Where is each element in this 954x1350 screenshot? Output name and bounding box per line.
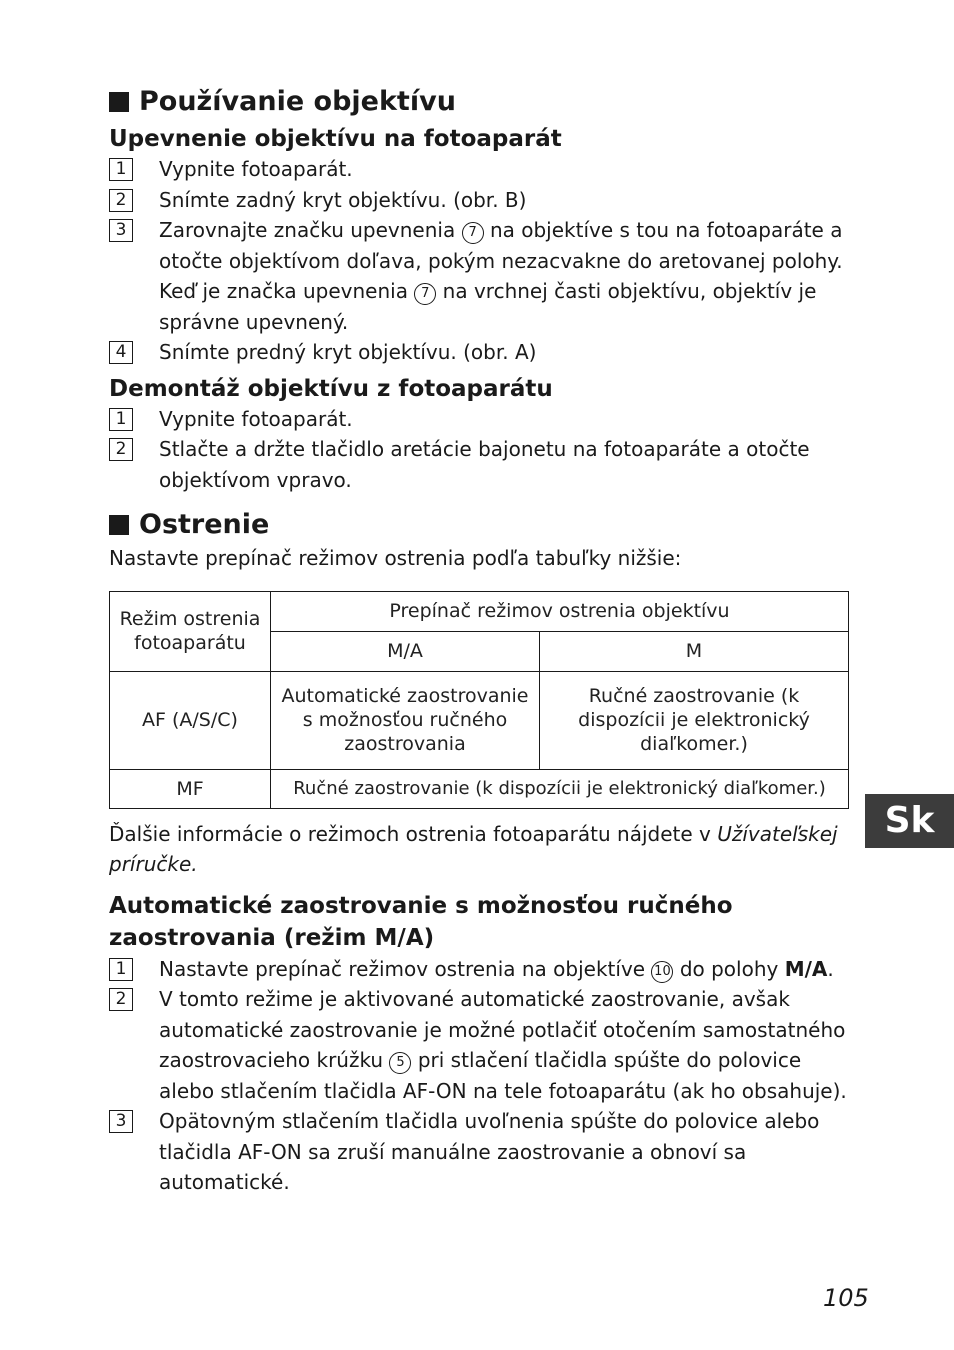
page-number: 105 <box>823 1284 869 1312</box>
list-item <box>109 215 849 337</box>
step-number: 2 <box>109 438 133 461</box>
step-text: Opätovným stlačením tlačidla uvoľnenia spúšte do polovice alebo tlačidla AF-ON sa zruší manuálne zaostrovanie a obnoví sa automatické. <box>159 1109 820 1194</box>
step-text <box>159 954 849 985</box>
step-text-part: Zarovnajte značku upevnenia <box>159 218 456 242</box>
list-item <box>109 984 849 1106</box>
step-text: Vypnite fotoaparát. <box>159 406 353 431</box>
step-text <box>159 984 849 1106</box>
step-number: 1 <box>109 958 133 981</box>
column-header-ma: M/A <box>271 631 540 671</box>
step-text-part: na objektíve s tou na fotoaparáte a otočte objektívom doľava, pokým nezacvakne do aretovanej polohy. Keď je značka upevnenia <box>159 218 843 303</box>
square-bullet-icon <box>109 92 129 112</box>
step-text: Snímte predný kryt objektívu. (obr. A) <box>159 340 537 364</box>
list-item <box>109 1106 849 1198</box>
circled-number-icon: 7 <box>414 283 436 305</box>
ma-steps-list <box>109 954 849 1198</box>
focus-note <box>109 819 849 880</box>
focus-mode-table <box>109 591 849 809</box>
list-item <box>109 337 849 368</box>
circled-number-icon: 5 <box>389 1052 411 1074</box>
language-tab: Sk <box>865 794 954 848</box>
section-title-text: Používanie objektívu <box>139 86 456 117</box>
step-number: 2 <box>109 988 133 1011</box>
section-title-using-lens <box>109 84 849 120</box>
step-text <box>159 215 849 337</box>
square-bullet-icon <box>109 515 129 535</box>
step-text: Stlačte a držte tlačidlo aretácie bajonetu na fotoaparáte a otočte objektívom vpravo. <box>159 437 810 492</box>
lens-switch-header: Prepínač režimov ostrenia objektívu <box>271 591 849 631</box>
list-item <box>109 185 849 216</box>
focus-intro: Nastavte prepínač režimov ostrenia podľa tabuľky nižšie: <box>109 546 682 570</box>
step-number: 2 <box>109 189 133 212</box>
circled-number-icon: 10 <box>651 961 673 983</box>
column-header-m: M <box>540 631 849 671</box>
step-text: Vypnite fotoaparát. <box>159 157 353 181</box>
section-title-focus <box>109 507 849 543</box>
step-number: 3 <box>109 219 133 242</box>
heading-attach-lens: Upevnenie objektívu na fotoaparát <box>109 126 562 152</box>
circled-number-icon: 7 <box>462 222 484 244</box>
cell-af-m: Ručné zaostrovanie (k dispozícii je elektronický diaľkomer.) <box>540 671 849 769</box>
cell-af-ma: Automatické zaostrovanie s možnosťou ručného zaostrovania <box>271 671 540 769</box>
step-text-part: . <box>827 956 834 981</box>
list-item <box>109 404 849 435</box>
list-item <box>109 954 849 985</box>
attach-steps-list <box>109 154 849 368</box>
row-mode-af: AF (A/S/C) <box>110 671 271 769</box>
step-text-part: do polohy <box>679 956 779 981</box>
step-bold-text: M/A <box>784 956 828 981</box>
step-text-part: V tomto režime je aktivované automatické zaostrovanie, avšak automatické zaostrovanie je možné potlačiť otočením samostatného zaostrovacieho krúžku <box>159 987 846 1072</box>
list-item <box>109 434 849 495</box>
step-number: 3 <box>109 1110 133 1133</box>
note-italic-text: Užívateľskej príručke. <box>109 821 838 876</box>
step-number: 1 <box>109 408 133 431</box>
step-text-part: Nastavte prepínač režimov ostrenia na objektíve <box>159 956 646 981</box>
step-text-part: na vrchnej časti objektívu, objektív je správne upevnený. <box>159 279 817 334</box>
step-text-part: pri stlačení tlačidla spúšte do polovice alebo stlačením tlačidla AF-ON na tele fotoaparátu (ak ho obsahuje). <box>159 1048 847 1103</box>
cell-mf-value: Ručné zaostrovanie (k dispozícii je elektronický diaľkomer.) <box>271 769 849 808</box>
camera-mode-header: Režim ostrenia fotoaparátu <box>110 591 271 671</box>
note-text: Ďalšie informácie o režimoch ostrenia fotoaparátu nájdete v <box>109 821 711 846</box>
heading-detach-lens: Demontáž objektívu z fotoaparátu <box>109 375 553 402</box>
list-item <box>109 154 849 185</box>
heading-ma-mode: Automatické zaostrovanie s možnosťou ručného zaostrovania (režim M/A) <box>109 892 733 951</box>
step-text: Snímte zadný kryt objektívu. (obr. B) <box>159 187 527 212</box>
row-mode-mf: MF <box>110 769 271 808</box>
step-number: 4 <box>109 341 133 364</box>
step-number: 1 <box>109 158 133 181</box>
section-title-text: Ostrenie <box>139 509 270 540</box>
page-content <box>109 84 849 1198</box>
detach-steps-list <box>109 404 849 496</box>
